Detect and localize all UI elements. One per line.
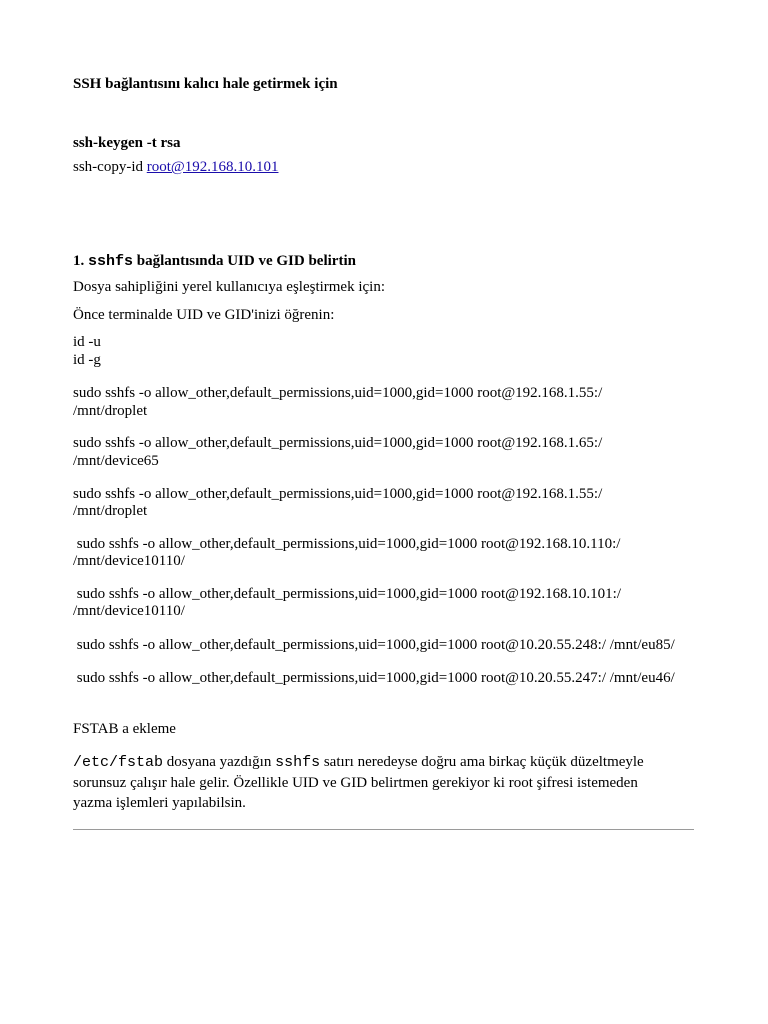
keygen-command: ssh-keygen -t rsa (73, 135, 181, 151)
fstab-para-line1 (73, 753, 644, 771)
doc-title: SSH bağlantısını kalıcı hale getirmek için (73, 76, 338, 92)
sshfs-command-4a: sudo sshfs -o allow_other,default_permissions,uid=1000,gid=1000 root@192.168.10.110:/ (73, 536, 621, 552)
fstab-para-line2: sorunsuz çalışır hale gelir. Özellikle UID ve GID belirtmen gerekiyor ki root şifresi istemeden (73, 775, 638, 791)
sshfs-command-6: sudo sshfs -o allow_other,default_permissions,uid=1000,gid=1000 root@10.20.55.248:/ /mnt/eu85/ (73, 637, 675, 653)
sshfs-command-3b: /mnt/droplet (73, 503, 148, 519)
section1-learn: Önce terminalde UID ve GID'inizi öğrenin: (73, 307, 335, 323)
section1-rest: bağlantısında UID ve GID belirtin (133, 253, 356, 269)
id-g-command: id -g (73, 352, 101, 368)
copy-id-link[interactable]: root@192.168.10.101 (146, 159, 279, 175)
sshfs-command-1a: sudo sshfs -o allow_other,default_permissions,uid=1000,gid=1000 root@192.168.1.55:/ (73, 385, 603, 401)
sshfs-command-7: sudo sshfs -o allow_other,default_permissions,uid=1000,gid=1000 root@10.20.55.247:/ /mnt/eu46/ (73, 670, 675, 686)
sshfs-command-5a: sudo sshfs -o allow_other,default_permissions,uid=1000,gid=1000 root@192.168.10.101:/ (73, 586, 622, 602)
fstab-path-mono: /etc/fstab (73, 754, 164, 771)
sshfs-command-2a: sudo sshfs -o allow_other,default_permissions,uid=1000,gid=1000 root@192.168.1.65:/ (73, 435, 603, 451)
section1-mono: sshfs (88, 253, 134, 270)
section1-intro: Dosya sahipliğini yerel kullanıcıya eşleştirmek için: (73, 279, 386, 295)
fstab-text1: dosyana yazdığın (163, 754, 276, 770)
section1-heading (73, 252, 356, 270)
id-u-command: id -u (73, 334, 101, 350)
section1-number: 1. (73, 253, 88, 269)
sshfs-command-1b: /mnt/droplet (73, 403, 148, 419)
copy-id-prefix: ssh-copy-id (73, 159, 147, 175)
fstab-text2: satırı neredeyse doğru ama birkaç küçük düzeltmeyle (320, 754, 644, 770)
copy-id-line (73, 158, 278, 176)
sshfs-command-5b: /mnt/device10110/ (73, 603, 185, 619)
sshfs-command-3a: sudo sshfs -o allow_other,default_permissions,uid=1000,gid=1000 root@192.168.1.55:/ (73, 486, 603, 502)
sshfs-command-4b: /mnt/device10110/ (73, 553, 185, 569)
sshfs-command-2b: /mnt/device65 (73, 453, 159, 469)
fstab-para-line3: yazma işlemleri yapılabilsin. (73, 795, 246, 811)
horizontal-rule (73, 829, 694, 830)
fstab-heading: FSTAB a ekleme (73, 721, 176, 737)
fstab-sshfs-mono: sshfs (275, 754, 321, 771)
